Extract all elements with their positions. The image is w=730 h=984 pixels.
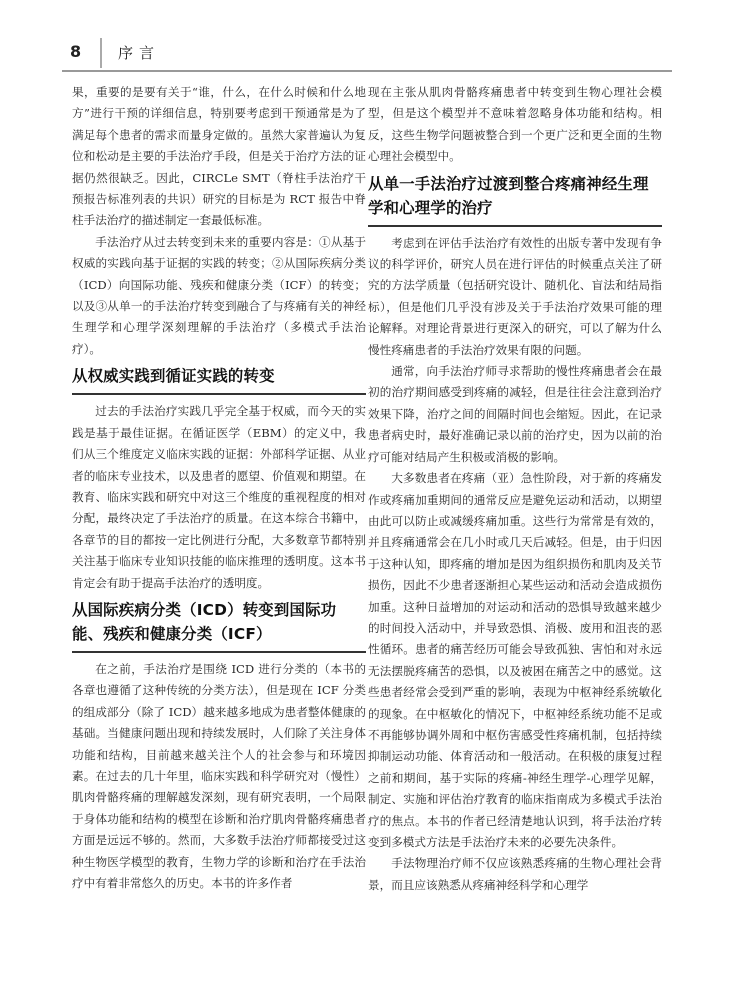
heading-rule — [368, 225, 662, 227]
right-column — [368, 82, 662, 896]
page-header — [62, 36, 672, 72]
paragraph: 果，重要的是要有关于“谁，什么，在什么时候和什么地方”进行干预的详细信息，特别要考虑到干预通常是为了满足每个患者的需求而量身定做的。虽然大家普遍认为复位和松动是主要的手法治疗手段，但是关于治疗方法的证据仍然很缺乏。因此，CIRCLe SMT（脊柱手法治疗干预报告标准列表的共识）研究的目标是为 RCT 报告中脊柱手法治疗的描述制定一套最低标准。 — [72, 85, 366, 228]
section-heading: 从国际疾病分类（ICD）转变到国际功能、残疾和健康分类（ICF） — [72, 600, 337, 643]
paragraph: 大多数患者在疼痛（亚）急性阶段，对于新的疼痛发作或疼痛加重期间的通常反应是避免运动和活动，以期望由此可以防止或减缓疼痛加重。这些行为常常是有效的，并且疼痛通常会在几小时或几天后减轻。但是，由于归因于这种认知，即疼痛的增加是因为组织损伤和肌肉及关节损伤，因此不少患者逐渐担心某些运动和活动会造成损伤加重。这种日益增加的对运动和活动的恐惧导致越来越少的时间投入活动中，并导致恐惧、消极、废用和沮丧的恶性循环。患者的痛苦经历可能会导致孤独、害怕和对永远无法摆脱疼痛苦的恐惧，以及被困在痛苦之中的感觉。这些患者经常会受到严重的影响，表现为中枢神经系统敏化的现象。在中枢敏化的情况下，中枢神经系统功能不足或不再能够协调外周和中枢伤害感受性疼痛机制，包括持续抑制运动功能、体育活动和一般活动。在积极的康复过程之前和期间，基于实际的疼痛-神经生理学-心理学见解，制定、实施和评估治疗教育的临床指南成为多模式手法治疗的焦点。本书的作者已经清楚地认识到，将手法治疗转变到多模式方法是手法治疗未来的必要先决条件。 — [368, 471, 662, 849]
page-number: 8 — [70, 42, 82, 61]
paragraph: 通常，向手法治疗师寻求帮助的慢性疼痛患者会在最初的治疗期间感受到疼痛的减轻，但是往往会注意到治疗效果下降，治疗之间的间隔时间也会缩短。因此，在记录患者病史时，最好准确记录以前的治疗史，因为以前的治疗可能对结局产生积极或消极的影响。 — [368, 364, 662, 464]
paragraph: 过去的手法治疗实践几乎完全基于权威，而今天的实践是基于最佳证据。在循证医学（EBM）的定义中，我们从三个维度定义临床实践的证据：外部科学证据、从业者的临床专业技术，以及患者的愿望、价值观和期望。在教育、临床实践和研究中对这三个维度的重视程度的相对分配，最终决定了手法治疗的质量。在这本综合书籍中，各章节的目的都按一定比例进行分配，大多数章节都特别关注基于临床专业知识技能的临床推理的透明度。这本书肯定会有助于提高手法治疗的透明度。 — [72, 404, 366, 590]
chapter-title: 序言 — [118, 44, 161, 62]
paragraph: 现在主张从肌肉骨骼疼痛患者中转变到生物心理社会模型，但是这个模型并不意味着忽略身体功能和结构。相反，这些生物学问题被整合到一个更广泛和更全面的生物心理社会模型中。 — [368, 85, 662, 164]
left-column — [72, 82, 366, 894]
paragraph: 手法治疗从过去转变到未来的重要内容是：①从基于权威的实践向基于证据的实践的转变；②从国际疾病分类（ICD）向国际功能、残疾和健康分类（ICF）的转变；以及③从单一的手法治疗转变到融合了与疼痛有关的神经生理学和心理学深刻理解的手法治疗（多模式手法治疗）。 — [72, 234, 366, 356]
heading-rule — [72, 651, 366, 653]
section-heading: 从单一手法治疗过渡到整合疼痛神经生理学和心理学的治疗 — [368, 174, 649, 217]
section-heading: 从权威实践到循证实践的转变 — [72, 367, 275, 386]
header-divider — [100, 38, 102, 68]
paragraph: 在之前，手法治疗是围绕 ICD 进行分类的（本书的各章也遵循了这种传统的分类方法），但是现在 ICF 分类的组成部分（除了 ICD）越来越多地成为患者整体健康的基础。当健康问题出现和持续发展时，人们除了关注身体功能和结构，目前越来越关注个人的社会参与和环境因素。在过去的几十年里，临床实践和科学研究对（慢性）肌肉骨骼疼痛的理解越发深刻，现有研究表明，一个局限于身体功能和结构的模型在诊断和治疗肌肉骨骼疼痛患者方面是远远不够的。然而，大多数手法治疗师都接受过这种生物医学模型的教育，生物力学的诊断和治疗在手法治疗中有着非常悠久的历史。本书的许多作者 — [72, 661, 366, 890]
paragraph: 考虑到在评估手法治疗有效性的出版专著中发现有争议的科学评价，研究人员在进行评估的时候重点关注了研究的方法学质量（包括研究设计、随机化、盲法和结局指标），但是他们几乎没有涉及关于手法治疗效果可能的理论解释。对理论背景进行更深入的研究，可以了解为什么慢性疼痛患者的手法治疗效果有限的问题。 — [368, 235, 662, 357]
paragraph: 手法物理治疗师不仅应该熟悉疼痛的生物心理社会背景，而且应该熟悉从疼痛神经科学和心理学 — [368, 856, 662, 892]
heading-rule — [72, 393, 366, 395]
